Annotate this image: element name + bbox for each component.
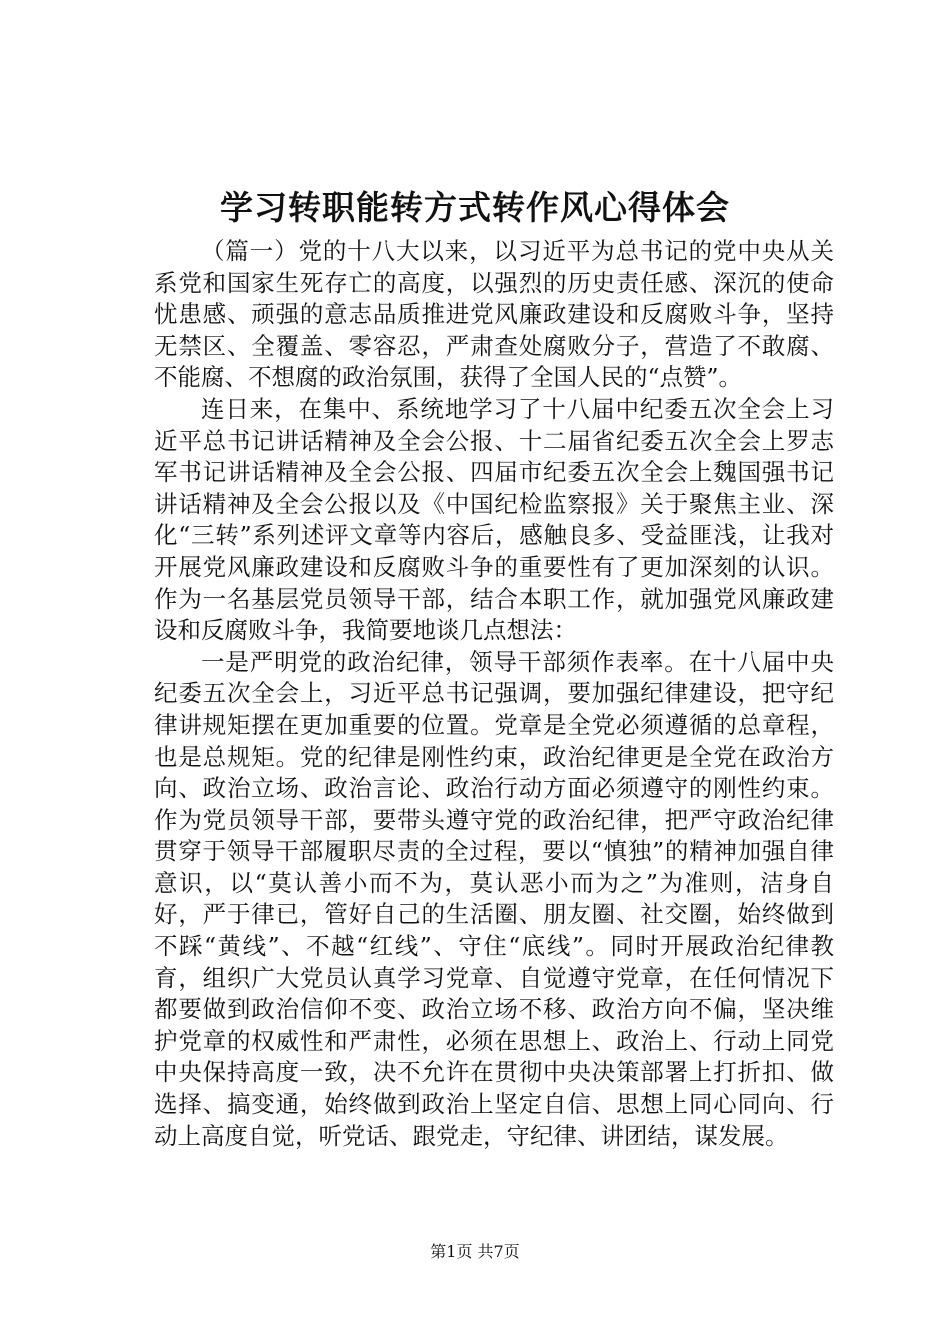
page-number-footer: 第1页 共7页 [430,1242,520,1261]
paragraph-2: 连日来，在集中、系统地学习了十八届中纪委五次全会上习近平总书记讲话精神及全会公报、十二届省纪委五次全会上罗志军书记讲话精神及全会公报、四届市纪委五次全会上魏国强书记讲话精神及全会公报以及《中国纪检监察报》关于聚焦主业、深化“三转”系列述评文章等内容后，感触良多、受益匪浅，让我对开展党风廉政建设和反腐败斗争的重要性有了更加深刻的认识。作为一名基层党员领导干部，结合本职工作，就加强党风廉政建设和反腐败斗争，我简要地谈几点想法： [154,394,834,645]
document-title: 学习转职能转方式转作风心得体会 [220,188,730,227]
paragraph-1: （篇一）党的十八大以来，以习近平为总书记的党中央从关系党和国家生死存亡的高度，以强烈的历史责任感、深沉的使命忧患感、顽强的意志品质推进党风廉政建设和反腐败斗争，坚持无禁区、全覆盖、零容忍，严肃查处腐败分子，营造了不敢腐、不能腐、不想腐的政治氛围，获得了全国人民的“点赞”。 [154,237,834,392]
document-body [154,236,834,1152]
paragraph-3: 一是严明党的政治纪律，领导干部须作表率。在十八届中央纪委五次全会上，习近平总书记强调，要加强纪律建设，把守纪律讲规矩摆在更加重要的位置。党章是全党必须遵循的总章程，也是总规矩。党的纪律是刚性约束，政治纪律更是全党在政治方向、政治立场、政治言论、政治行动方面必须遵守的刚性约束。作为党员领导干部，要带头遵守党的政治纪律，把严守政治纪律贯穿于领导干部履职尽责的全过程，要以“慎独”的精神加强自律意识，以“莫认善小而不为，莫认恶小而为之”为准则，洁身自好，严于律已，管好自己的生活圈、朋友圈、社交圈，始终做到不踩“黄线”、不越“红线”、守住“底线”。同时开展政治纪律教育，组织广大党员认真学习党章、自觉遵守党章，在任何情况下都要做到政治信仰不变、政治立场不移、政治方向不偏，坚决维护党章的权威性和严肃性，必须在思想上、政治上、行动上同党中央保持高度一致，决不允许在贯彻中央决策部署上打折扣、做选择、搞变通，始终做到政治上坚定自信、思想上同心同向、行动上高度自觉，听党话、跟党走，守纪律、讲团结，谋发展。 [154,647,834,1150]
